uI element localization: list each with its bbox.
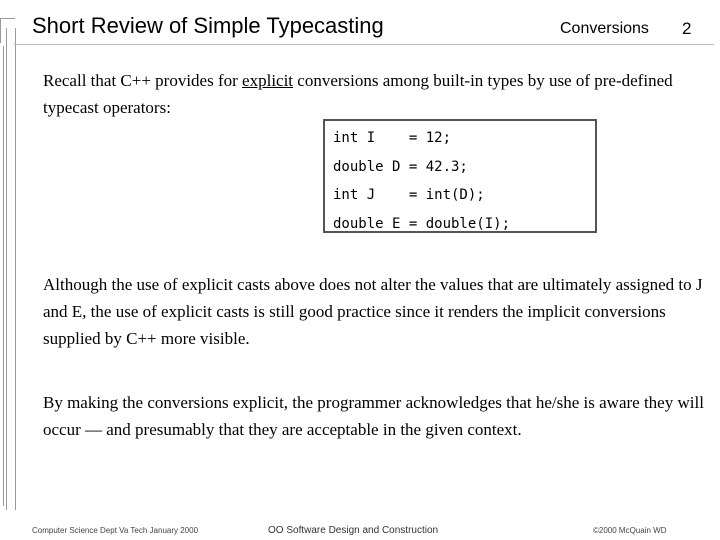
code-line: int I = 12; bbox=[333, 130, 452, 146]
slide-frame-bar-inner bbox=[3, 46, 7, 506]
intro-emphasis: explicit bbox=[242, 71, 294, 90]
footer-right: ©2000 McQuain WD bbox=[593, 526, 667, 535]
slide-title: Short Review of Simple Typecasting bbox=[32, 13, 384, 38]
explanation-paragraph: Although the use of explicit casts above does not alter the values that are ultimately assigned to J and E, the use of explicit casts is still good practice since it renders the implicit conversions supplied by C++ more visible. bbox=[43, 275, 703, 348]
conclusion-paragraph: By making the conversions explicit, the programmer acknowledges that he/she is aware they will occur — and presumably that they are acceptable in the given context. bbox=[43, 393, 704, 439]
footer-left: Computer Science Dept Va Tech January 2000 bbox=[32, 526, 199, 535]
footer-center: OO Software Design and Construction bbox=[268, 525, 439, 536]
intro-paragraph bbox=[43, 67, 708, 121]
code-box bbox=[323, 119, 597, 233]
intro-text-before: Recall that C++ provides for bbox=[43, 71, 243, 90]
section-label: Conversions bbox=[560, 20, 649, 37]
code-line: double E = double(I); bbox=[333, 215, 511, 232]
header-divider bbox=[14, 44, 714, 45]
slide-frame-bar bbox=[6, 28, 16, 510]
code-line: int J = int(D); bbox=[333, 187, 485, 203]
intro-text-after: conversions among built-in types by use of pre-defined typecast operators: bbox=[43, 71, 673, 117]
page-number: 2 bbox=[682, 19, 692, 38]
code-line: double D = 42.3; bbox=[333, 158, 468, 175]
